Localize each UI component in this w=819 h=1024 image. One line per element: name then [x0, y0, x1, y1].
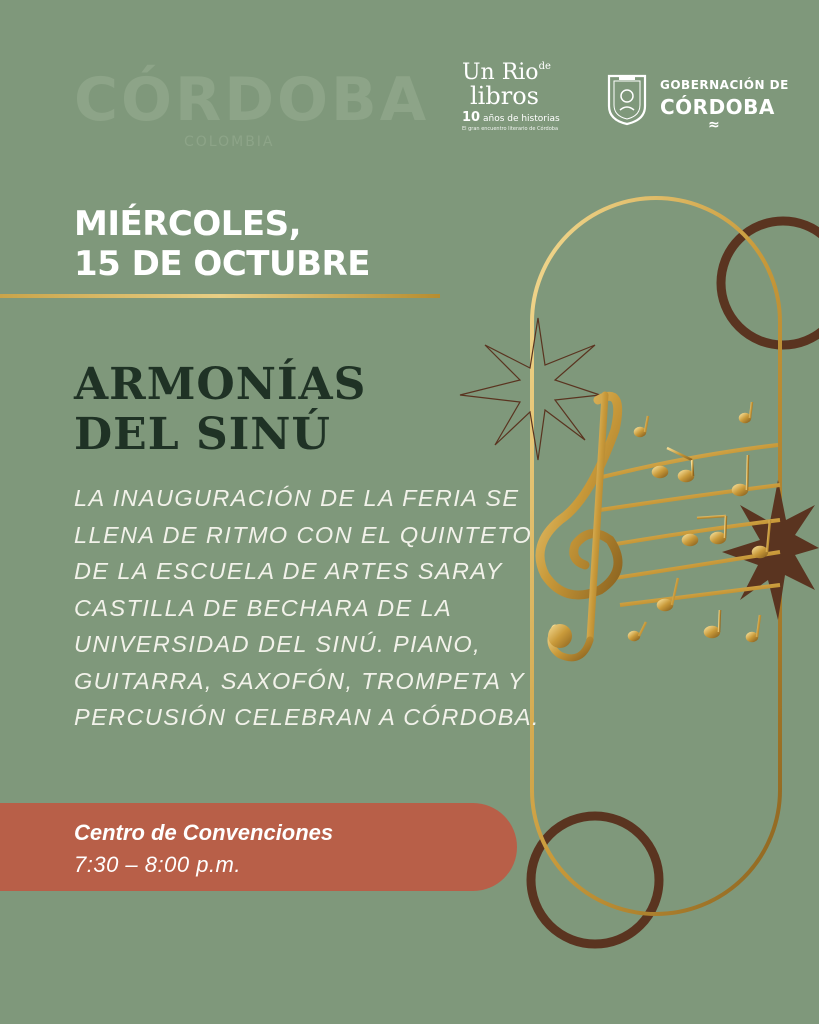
music-note-icon — [740, 402, 752, 422]
brown-ring-top — [721, 221, 819, 345]
title-line2: DEL SINÚ — [74, 409, 331, 460]
title-line1: ARMONÍAS — [74, 359, 367, 410]
gob-line2: CÓRDOBA — [660, 95, 775, 119]
music-notes — [629, 402, 770, 641]
venue-time: 7:30 – 8:00 p.m. — [74, 852, 241, 877]
starburst-solid-icon — [722, 480, 819, 620]
treble-clef-icon — [540, 395, 618, 658]
rio-line1: Un Rio — [462, 60, 539, 85]
date-day: 15 DE OCTUBRE — [74, 244, 370, 284]
rio-line3: años de historias — [482, 114, 560, 124]
venue-name: Centro de Convenciones — [74, 820, 334, 845]
gob-line1: GOBERNACIÓN DE — [660, 78, 789, 92]
music-note-icon — [629, 622, 646, 640]
brown-ring-bottom — [531, 816, 659, 944]
rio-line2: libros — [470, 82, 539, 110]
rio-line4: El gran encuentro literario de Córdoba — [462, 126, 559, 132]
event-date — [74, 204, 370, 284]
watermark-word: CÓRDOBA — [74, 65, 430, 135]
music-note-icon — [733, 455, 748, 495]
music-note-icon — [658, 578, 678, 610]
date-weekday: MIÉRCOLES, — [74, 204, 302, 244]
watermark-sub: COLOMBIA — [184, 134, 275, 150]
music-note-icon — [705, 610, 720, 637]
music-note-icon — [747, 615, 760, 641]
rio-number: 10 — [462, 110, 481, 125]
gob-line3: ≈ — [708, 117, 720, 133]
rio-line1-small: de — [538, 61, 551, 72]
date-divider — [0, 294, 440, 298]
event-title — [74, 360, 366, 460]
event-description: LA INAUGURACIÓN DE LA FERIA SE LLENA DE RITMO CON EL QUINTETO DE LA ESCUELA DE ARTES SARAY CASTILLA DE BECHARA DE LA UNIVERSIDAD DEL SINÚ. PIANO, GUITARRA, SAXOFÓN, TROMPETA Y PERCUSIÓN CELEBRAN A CÓRDOBA. — [74, 485, 540, 730]
music-note-icon — [635, 416, 648, 436]
